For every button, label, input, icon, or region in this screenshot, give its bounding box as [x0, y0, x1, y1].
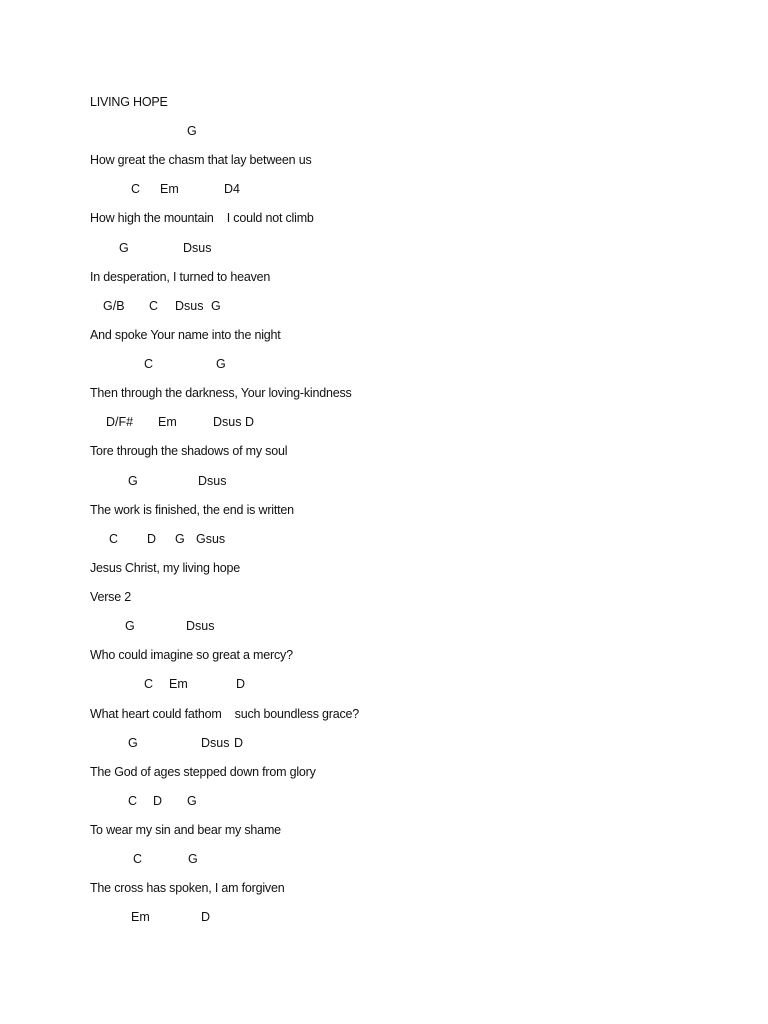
- lyric-line: To wear my sin and bear my shame: [90, 823, 281, 837]
- chord: G: [175, 532, 185, 546]
- chord: D: [234, 736, 244, 750]
- chord: D: [153, 794, 163, 808]
- lyric-line: Then through the darkness, Your loving-kindness: [90, 386, 352, 400]
- lyric-line: How great the chasm that lay between us: [90, 153, 312, 167]
- chord: D: [236, 677, 246, 691]
- chord: D: [245, 415, 255, 429]
- chord: C: [144, 357, 154, 371]
- chord: C: [149, 299, 159, 313]
- song-title: LIVING HOPE: [90, 95, 168, 109]
- chord: Dsus: [213, 415, 242, 429]
- chord: Em: [160, 182, 179, 196]
- lyric-line: Who could imagine so great a mercy?: [90, 648, 293, 662]
- chord: Dsus: [175, 299, 204, 313]
- chord: D4: [224, 182, 240, 196]
- chord: G: [187, 124, 197, 138]
- lyric-line: Tore through the shadows of my soul: [90, 444, 288, 458]
- chord: C: [144, 677, 154, 691]
- chord: D/F#: [106, 415, 134, 429]
- lyric-line: How high the mountain I could not climb: [90, 211, 314, 225]
- chord: Dsus: [201, 736, 230, 750]
- lyric-line: And spoke Your name into the night: [90, 328, 281, 342]
- chord: G: [128, 474, 138, 488]
- chord: G: [128, 736, 138, 750]
- chord: Dsus: [198, 474, 227, 488]
- chord: Em: [169, 677, 188, 691]
- chord: Dsus: [183, 241, 212, 255]
- chord: G: [211, 299, 221, 313]
- chord: Dsus: [186, 619, 215, 633]
- lyric-line: The work is finished, the end is written: [90, 503, 294, 517]
- chord: C: [131, 182, 141, 196]
- chord: G/B: [103, 299, 125, 313]
- chord: D: [147, 532, 157, 546]
- chord: G: [188, 852, 198, 866]
- chord: G: [125, 619, 135, 633]
- lyric-line: The God of ages stepped down from glory: [90, 765, 316, 779]
- lyric-line: In desperation, I turned to heaven: [90, 270, 271, 284]
- chord: C: [109, 532, 119, 546]
- chord: Em: [131, 910, 150, 924]
- chord: Em: [158, 415, 177, 429]
- chord: Gsus: [196, 532, 226, 546]
- chord: C: [128, 794, 138, 808]
- section-label: Verse 2: [90, 590, 131, 604]
- lyric-line: Jesus Christ, my living hope: [90, 561, 241, 575]
- chord: G: [216, 357, 226, 371]
- chord: G: [119, 241, 129, 255]
- lyric-line: The cross has spoken, I am forgiven: [90, 881, 285, 895]
- chord: C: [133, 852, 143, 866]
- chord: G: [187, 794, 197, 808]
- lyric-line: What heart could fathom such boundless grace?: [90, 707, 360, 721]
- chord: D: [201, 910, 211, 924]
